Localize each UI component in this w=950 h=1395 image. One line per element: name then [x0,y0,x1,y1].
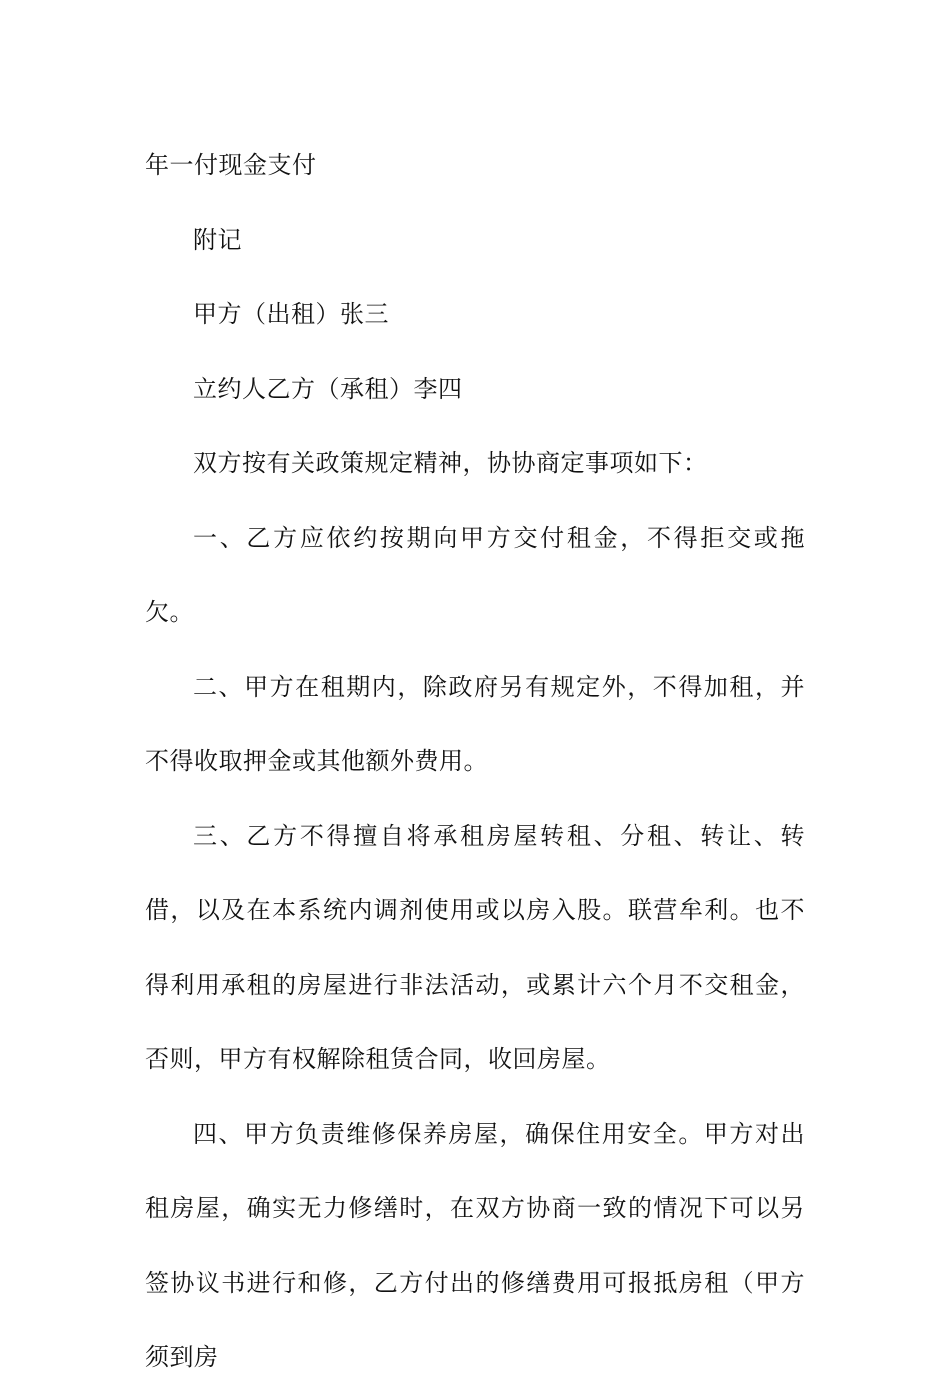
paragraph-agreement-intro: 双方按有关政策规定精神，协协商定事项如下： [193,449,708,477]
paragraph-clause-1: 一、乙方应依约按期向甲方交付租金，不得拒交或拖欠。 [145,523,805,626]
paragraph-appendix-heading: 附记 [193,225,242,254]
paragraph-clause-3: 三、乙方不得擅自将承租房屋转租、分租、转让、转借，以及在本系统内调剂使用或以房入股。联营牟利。也不得利用承租的房屋进行非法活动，或累计六个月不交租金，否则，甲方有权解除租赁合同，收回房屋。 [145,821,805,1073]
paragraph-payment-method: 年一付现金支付 [145,151,317,179]
paragraph-party-b: 立约人乙方（承租）李四 [193,374,463,403]
paragraph-party-a: 甲方（出租）张三 [193,300,389,328]
paragraph-clause-4: 四、甲方负责维修保养房屋，确保住用安全。甲方对出租房屋，确实无力修缮时，在双方协商一致的情况下可以另签协议书进行和修，乙方付出的修缮费用可报抵房租（甲方须到房 [145,1119,805,1371]
document-body [145,128,805,1395]
paragraph-clause-2: 二、甲方在租期内，除政府另有规定外，不得加租，并不得收取押金或其他额外费用。 [145,672,805,775]
